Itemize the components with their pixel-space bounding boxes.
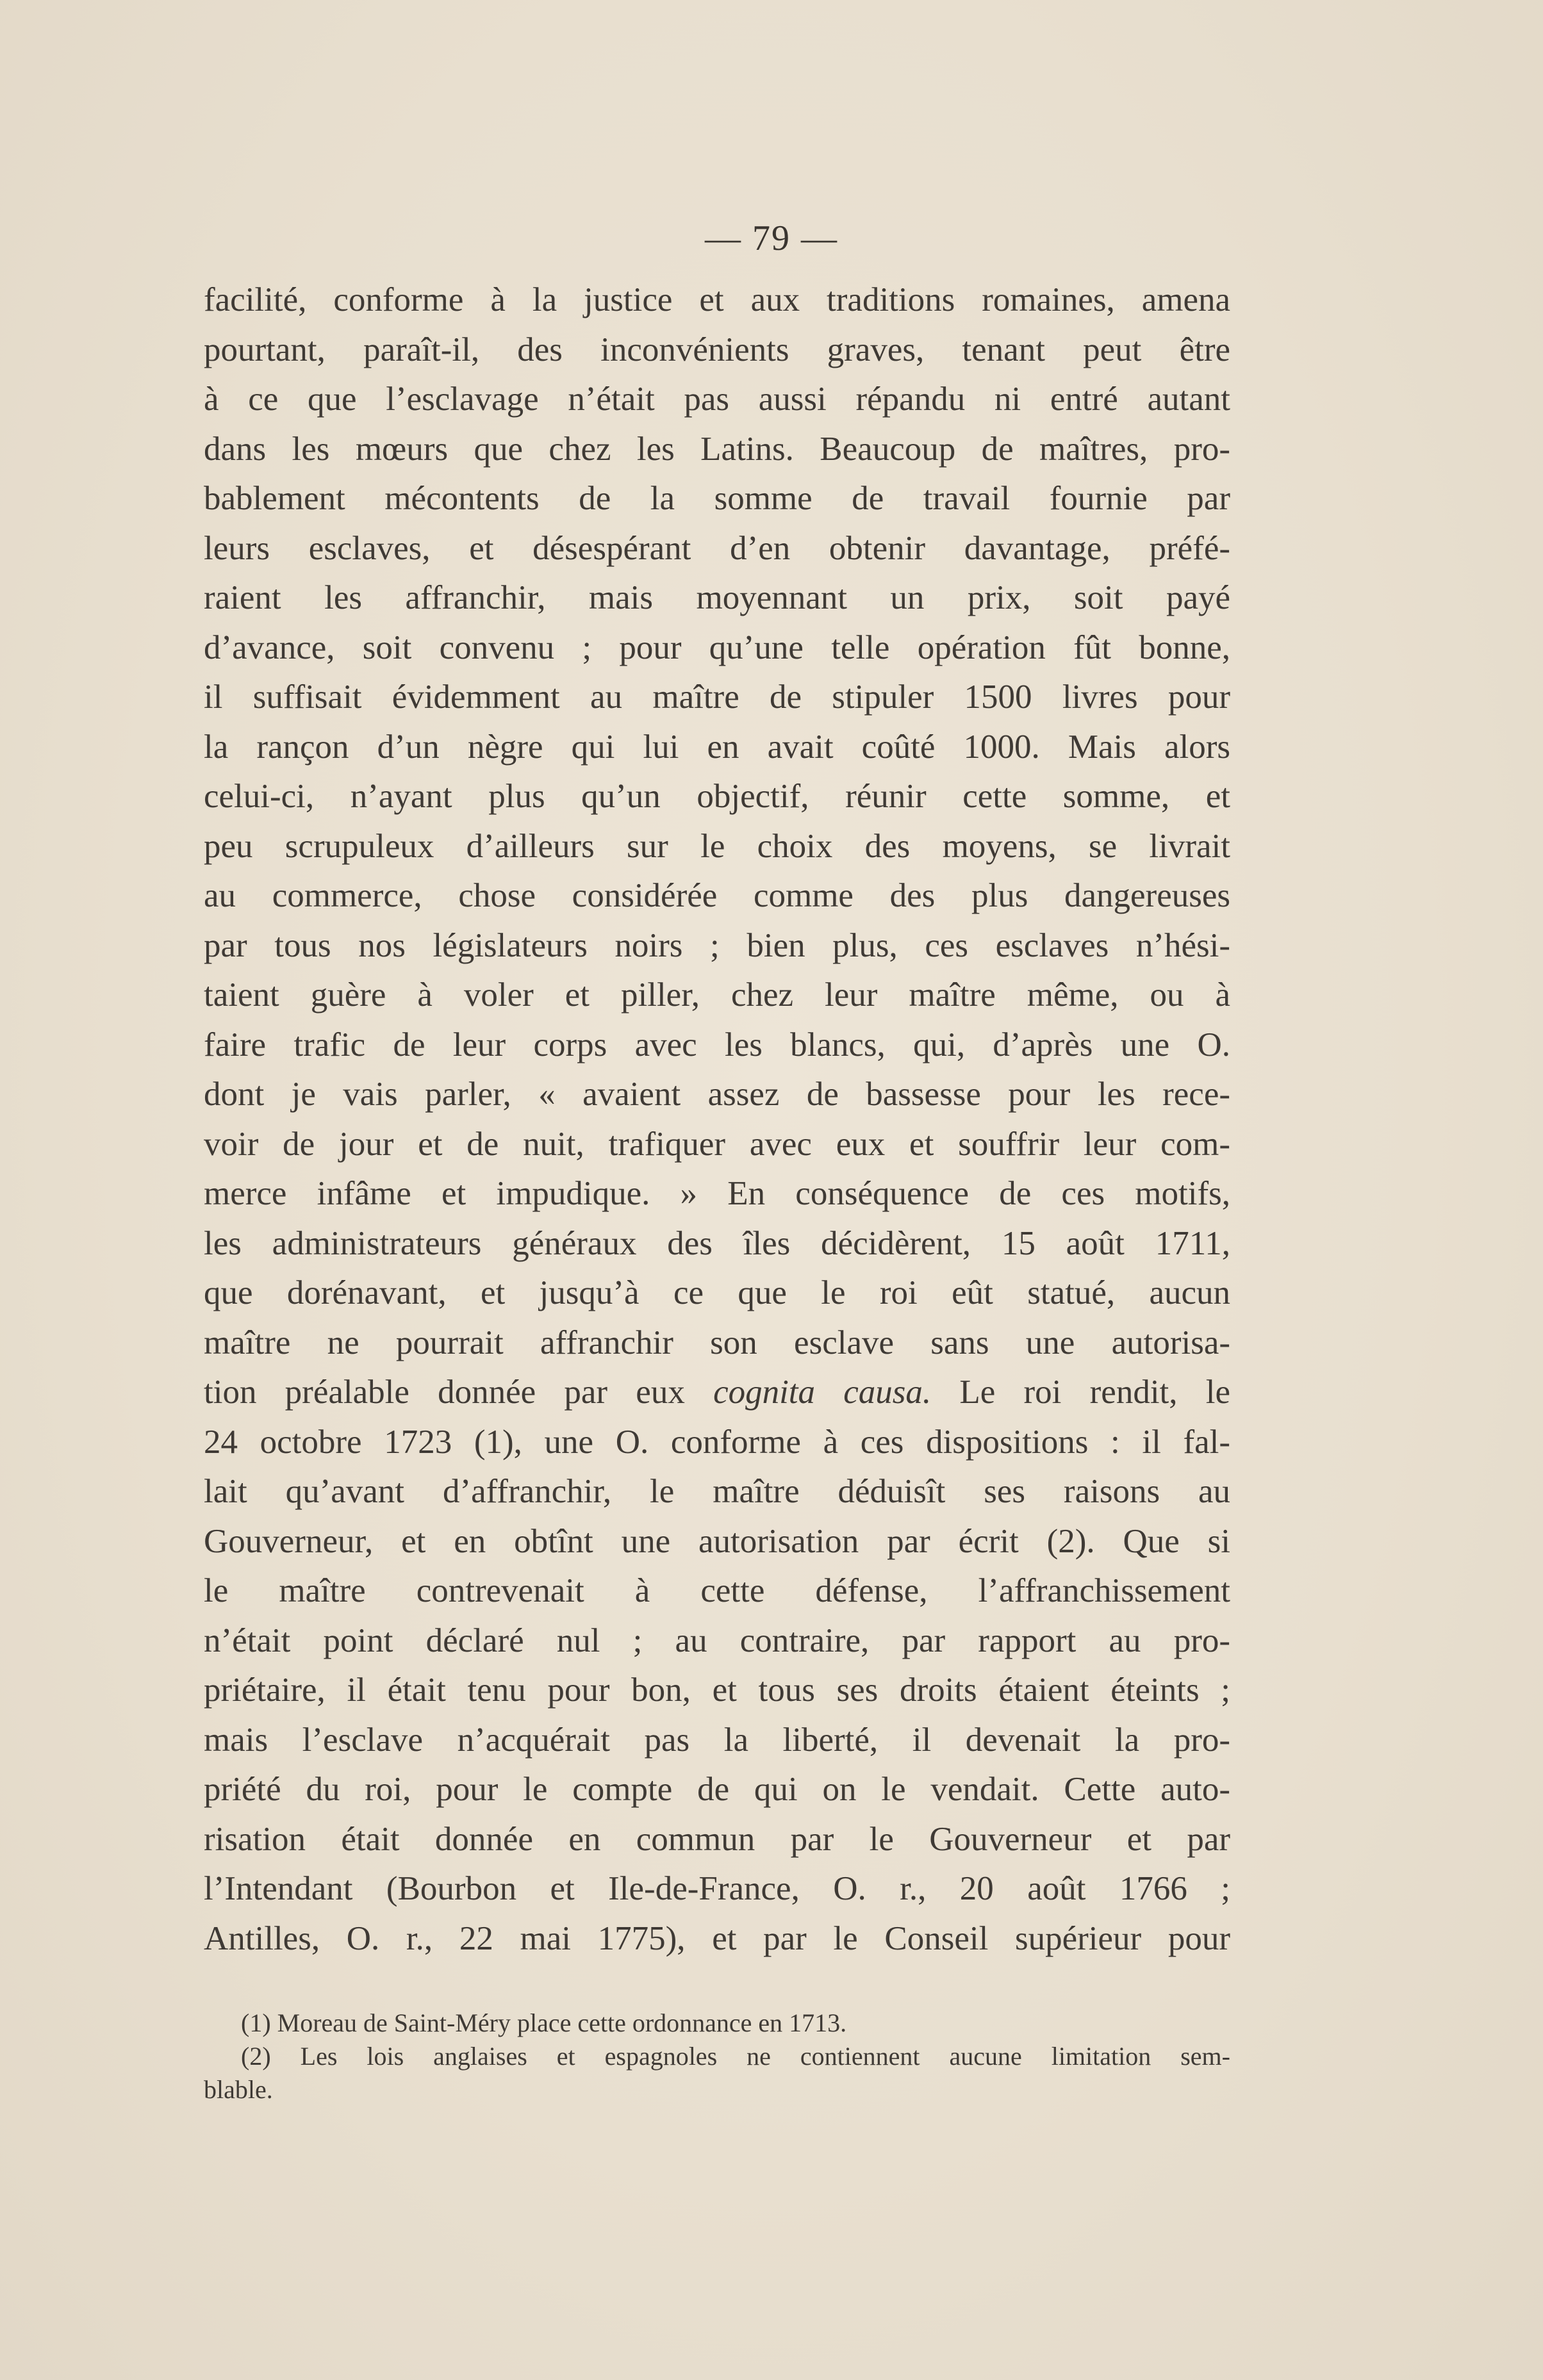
- text-line: Antilles, O. r., 22 mai 1775), et par le Conseil supérieur pour: [204, 1919, 1230, 1957]
- text-line: d’avance, soit convenu ; pour qu’une telle opération fût bonne,: [204, 628, 1230, 666]
- text-line: celui-ci, n’ayant plus qu’un objectif, réunir cette somme, et: [204, 778, 1230, 815]
- text-line: risation était donnée en commun par le Gouverneur et par: [204, 1820, 1230, 1858]
- text-line: merce infâme et impudique. » En conséquence de ces motifs,: [204, 1175, 1230, 1212]
- text-line: pourtant, paraît-il, des inconvénients graves, tenant peut être: [204, 331, 1230, 368]
- text-line: les administrateurs généraux des îles décidèrent, 15 août 1711,: [204, 1224, 1230, 1262]
- footnote-1: (1) Moreau de Saint-Méry place cette ordonnance en 1713.: [241, 2008, 847, 2037]
- text-line: dont je vais parler, « avaient assez de bassesse pour les rece-: [204, 1076, 1230, 1113]
- text-line: dans les mœurs que chez les Latins. Beaucoup de maîtres, pro-: [204, 430, 1230, 468]
- footnote-2-continuation: blable.: [204, 2075, 273, 2104]
- footnotes: [204, 2007, 1230, 2106]
- text-line: faire trafic de leur corps avec les blancs, qui, d’après une O.: [204, 1026, 1230, 1063]
- text-line: lait qu’avant d’affranchir, le maître déduisît ses raisons au: [204, 1473, 1230, 1510]
- text-line: leurs esclaves, et désespérant d’en obtenir davantage, préfé-: [204, 529, 1230, 567]
- text-line: 24 octobre 1723 (1), une O. conforme à ces dispositions : il fal-: [204, 1423, 1230, 1461]
- text-line: il suffisait évidemment au maître de stipuler 1500 livres pour: [204, 678, 1230, 716]
- text-line: le maître contrevenait à cette défense, l’affranchissement: [204, 1572, 1230, 1609]
- text-line: taient guère à voler et piller, chez leur maître même, ou à: [204, 976, 1230, 1014]
- text-line: facilité, conforme à la justice et aux traditions romaines, amena: [204, 281, 1230, 318]
- text-line: l’Intendant (Bourbon et Ile-de-France, O. r., 20 août 1766 ;: [204, 1870, 1230, 1907]
- text-line: maître ne pourrait affranchir son esclave sans une autorisa-: [204, 1324, 1230, 1361]
- text-line: n’était point déclaré nul ; au contraire, par rapport au pro-: [204, 1621, 1230, 1659]
- text-line: la rançon d’un nègre qui lui en avait coûté 1000. Mais alors: [204, 728, 1230, 766]
- text-line: peu scrupuleux d’ailleurs sur le choix des moyens, se livrait: [204, 827, 1230, 865]
- text-line: au commerce, chose considérée comme des plus dangereuses: [204, 877, 1230, 914]
- body-text: [204, 275, 1230, 1964]
- text-line: mais l’esclave n’acquérait pas la liberté, il devenait la pro-: [204, 1721, 1230, 1759]
- text-line: raient les affranchir, mais moyennant un prix, soit payé: [204, 579, 1230, 616]
- text-line: par tous nos législateurs noirs ; bien plus, ces esclaves n’hési-: [204, 926, 1230, 964]
- page-number: — 79 —: [705, 218, 838, 258]
- text-line: que dorénavant, et jusqu’à ce que le roi eût statué, aucun: [204, 1274, 1230, 1311]
- text-line: à ce que l’esclavage n’était pas aussi répandu ni entré autant: [204, 381, 1230, 418]
- text-segment: Le roi rendit, le: [931, 1374, 1230, 1411]
- text-line: priété du roi, pour le compte de qui on le vendait. Cette auto-: [204, 1771, 1230, 1808]
- footnote-2: (2) Les lois anglaises et espagnoles ne contiennent aucune limitation sem-: [241, 2042, 1230, 2071]
- text-line-with-italic: [204, 1368, 1230, 1418]
- italic-phrase: cognita causa.: [713, 1374, 932, 1411]
- text-segment: tion préalable donnée par eux: [204, 1374, 714, 1411]
- text-line: voir de jour et de nuit, trafiquer avec eux et souffrir leur com-: [204, 1125, 1230, 1163]
- text-line: priétaire, il était tenu pour bon, et tous ses droits étaient éteints ;: [204, 1671, 1230, 1709]
- text-line: bablement mécontents de la somme de travail fournie par: [204, 480, 1230, 517]
- text-line: Gouverneur, et en obtînt une autorisation par écrit (2). Que si: [204, 1522, 1230, 1560]
